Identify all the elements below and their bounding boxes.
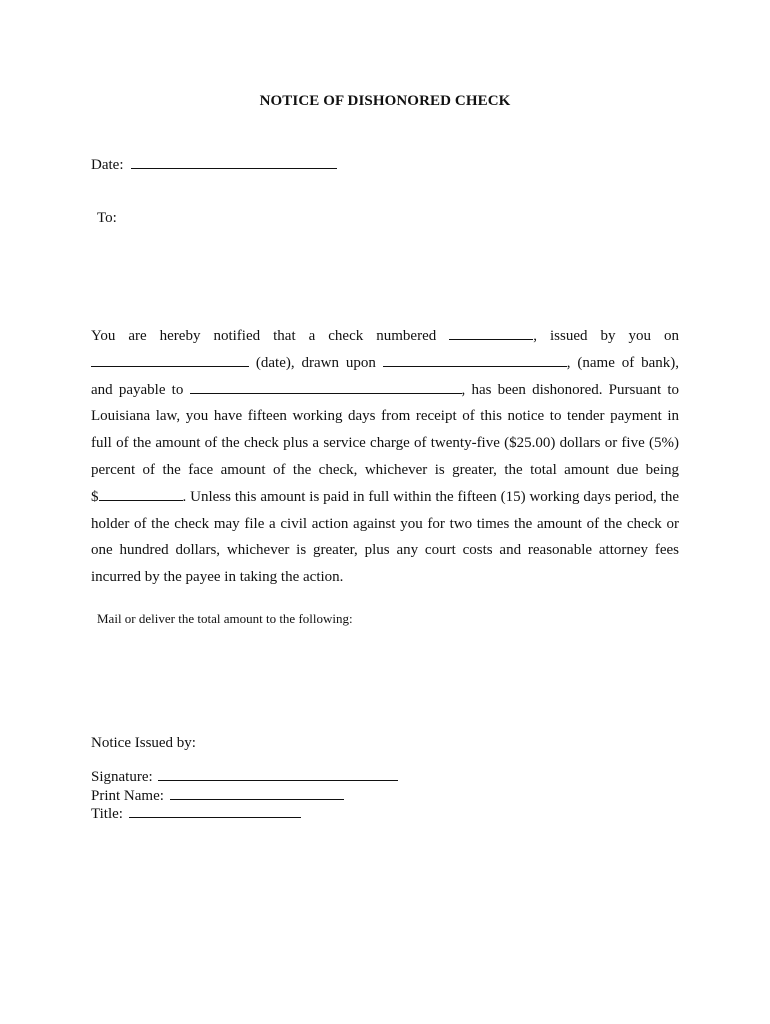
date-line [91,156,337,174]
amount-due-field[interactable] [99,488,183,501]
body-line: holder of the check may file a civil action against you for two times the amount of the check or [91,515,679,532]
body-text: , (name of bank), [566,354,680,371]
body-text: , issued by you on [533,328,680,344]
issue-date-field[interactable] [91,354,249,367]
body-text: (date), drawn upon [255,354,376,371]
payee-field[interactable] [190,381,462,394]
body-text: and payable to [91,381,184,398]
date-label: Date: [91,157,124,173]
body-line [91,350,679,377]
signature-block [91,768,398,824]
print-name-field[interactable] [170,787,344,800]
signature-label: Signature: [91,769,153,785]
signature-field[interactable] [158,768,398,781]
body-line: percent of the face amount of the check, whichever is greater, the total amount due being [91,461,679,478]
notice-body [91,323,679,591]
print-name-label: Print Name: [91,787,164,804]
body-text: $ [91,488,99,505]
bank-name-field[interactable] [383,354,567,367]
document-title: NOTICE OF DISHONORED CHECK [259,93,511,109]
body-text: . Unless this amount is paid in full within the fifteen (15) working days period, the [182,488,679,505]
body-line: full of the amount of the check plus a service charge of twenty-five ($25.00) dollars or five (5%) [91,435,679,452]
check-number-field[interactable] [449,327,533,340]
body-line [91,323,679,350]
body-line [91,377,679,404]
signature-line [91,768,398,787]
body-text: You are hereby notified that a check numbered [91,328,437,344]
title-label: Title: [91,806,123,822]
body-line: one hundred dollars, whichever is greater, plus any court costs and reasonable attorney fees [91,542,679,559]
mail-instruction: Mail or deliver the total amount to the following: [97,611,353,626]
body-text: , has been dishonored. Pursuant to [461,381,680,398]
body-line [91,484,679,511]
title-line [91,805,398,824]
body-line: incurred by the payee in taking the action. [91,569,344,586]
to-label: To: [97,210,117,226]
title-field[interactable] [129,805,301,818]
body-line: Louisiana law, you have fifteen working days from receipt of this notice to tender payment in [91,408,679,425]
issued-by-label: Notice Issued by: [91,735,196,751]
print-name-line [91,787,398,806]
date-field[interactable] [131,156,337,169]
